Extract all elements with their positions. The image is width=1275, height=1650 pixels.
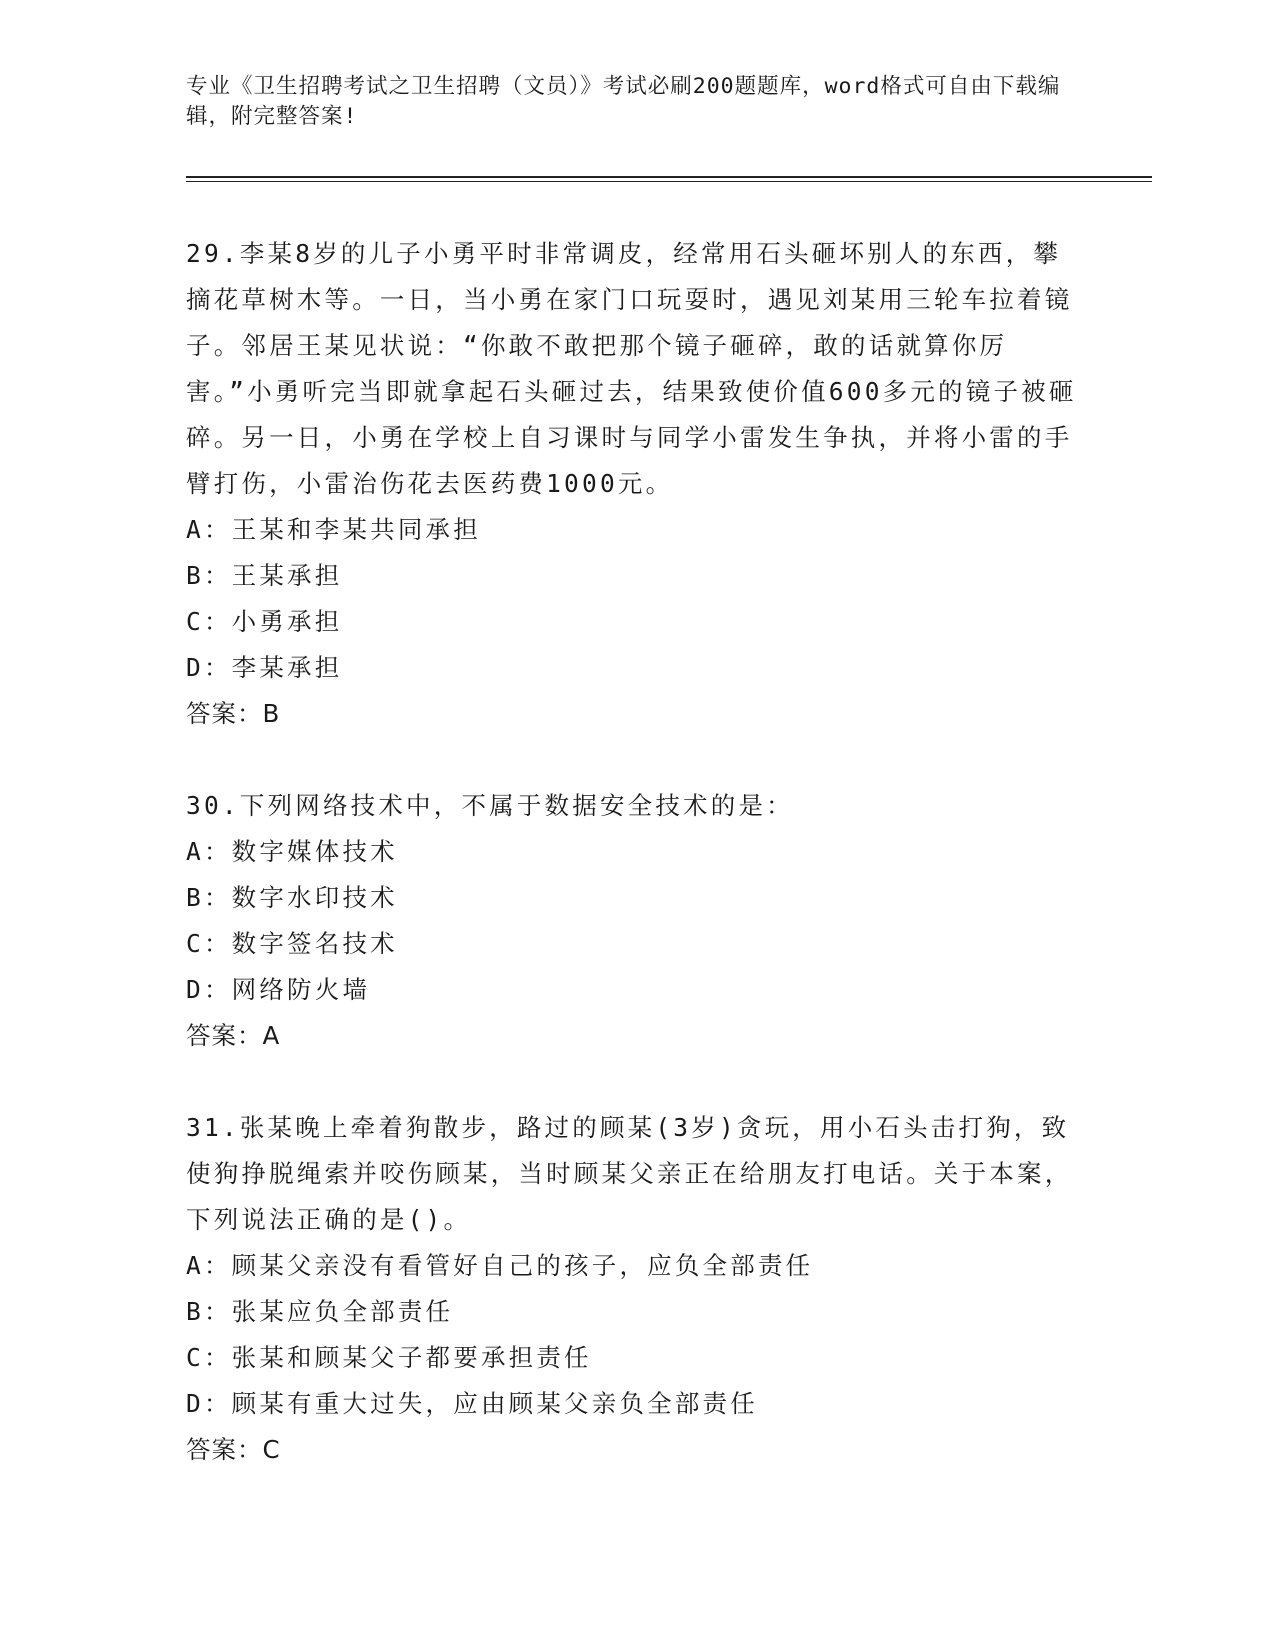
- header-rule-bottom: [186, 181, 1152, 182]
- answer: 答案：B: [186, 699, 281, 728]
- option-b: B：数字水印技术: [186, 883, 398, 912]
- option-b: B：王某承担: [186, 561, 343, 590]
- question-30: [186, 783, 1086, 1059]
- option-a: A：数字媒体技术: [186, 837, 398, 866]
- answer: 答案：A: [186, 1021, 281, 1050]
- option-c: C：小勇承担: [186, 607, 343, 636]
- page-header: 专业《卫生招聘考试之卫生招聘（文员）》考试必刷200题题库，word格式可自由下载编辑，附完整答案!: [186, 74, 1061, 129]
- question-31: [186, 1105, 1086, 1473]
- header-rule-top: [186, 176, 1152, 178]
- question-29: [186, 231, 1086, 737]
- option-a: A：王某和李某共同承担: [186, 515, 481, 544]
- option-a: A：顾某父亲没有看管好自己的孩子，应负全部责任: [186, 1251, 814, 1280]
- option-d: D：李某承担: [186, 653, 343, 682]
- option-b: B：张某应负全部责任: [186, 1297, 454, 1326]
- answer: 答案：C: [186, 1435, 281, 1464]
- question-stem: 29.李某8岁的儿子小勇平时非常调皮，经常用石头砸坏别人的东西，攀摘花草树木等。一日，当小勇在家门口玩耍时，遇见刘某用三轮车拉着镜子。邻居王某见状说：“你敢不敢把那个镜子砸碎，敢的话就算你厉害。”小勇听完当即就拿起石头砸过去，结果致使价值600多元的镜子被砸碎。另一日，小勇在学校上自习课时与同学小雷发生争执，并将小雷的手臂打伤，小雷治伤花去医药费1000元。: [186, 239, 1077, 498]
- question-stem: 31.张某晚上牵着狗散步，路过的顾某(3岁)贪玩，用小石头击打狗，致使狗挣脱绳索并咬伤顾某，当时顾某父亲正在给朋友打电话。关于本案，下列说法正确的是()。: [186, 1113, 1073, 1234]
- option-d: D：顾某有重大过失，应由顾某父亲负全部责任: [186, 1389, 758, 1418]
- question-stem: 30.下列网络技术中，不属于数据安全技术的是：: [186, 791, 794, 820]
- question-list: [186, 231, 1086, 1519]
- option-c: C：数字签名技术: [186, 929, 398, 958]
- option-c: C：张某和顾某父子都要承担责任: [186, 1343, 592, 1372]
- option-d: D：网络防火墙: [186, 975, 371, 1004]
